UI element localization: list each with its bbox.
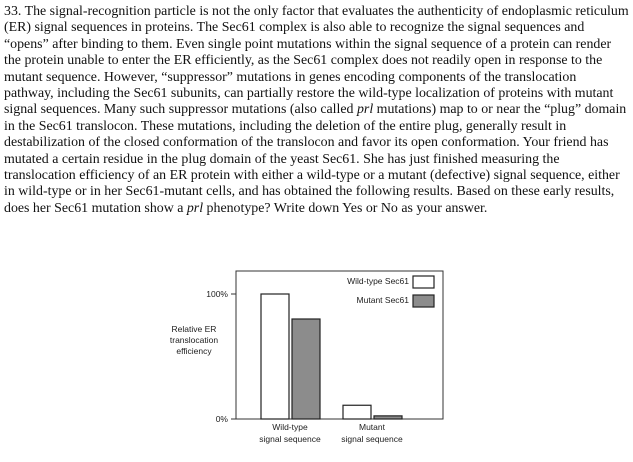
chart-container [0,268,633,457]
bar-wildtype-signal-mutant-sec61 [292,319,320,419]
question-term-prl-2: prl [186,200,204,216]
question-text [4,4,629,217]
question-part-3: phenotype? Write down Yes or No as your answer. [203,200,488,216]
x-category-label-mutant-line-1: Mutant [359,422,385,432]
x-category-label-wildtype-line-1: Wild-type [272,422,308,432]
bar-wildtype-signal-wildtype-sec61 [261,294,289,419]
y-axis-label-line-1: Relative ER [171,324,217,334]
legend-label-wildtype-sec61: Wild-type Sec61 [347,276,409,286]
bar-mutant-signal-wildtype-sec61 [343,405,371,419]
legend-swatch-wildtype-sec61 [413,276,434,288]
bar-mutant-signal-mutant-sec61 [374,416,402,419]
y-tick-label-100: 100% [206,289,228,299]
y-tick-label-0: 0% [215,414,228,424]
x-category-label-mutant-line-2: signal sequence [341,434,403,444]
y-axis-label-line-2: translocation [169,335,219,345]
legend-label-mutant-sec61: Mutant Sec61 [356,295,409,305]
legend-swatch-mutant-sec61 [413,295,434,307]
question-part-1: The signal-recognition particle is not the only factor that evaluates the authenticity of endoplasmic reticulum (ER) signal sequences in proteins. The Sec61 complex is also able to recognize the signal sequences and “opens” after binding to them. Even single point mutations within the signal sequence of a protein can render the protein unable to enter the ER efficiently, as the Sec61 complex does not readily open in response to the mutant sequence. However, “suppressor” mutations in genes encoding components of the translocation pathway, including the Sec61 subunits, can partially restore the wild-type localization of proteins with mutant signal sequences. Many such suppressor mutations (also called [4,4,629,118]
question-number: 33. [4,4,22,19]
question-term-prl-1: prl [356,102,374,118]
translocation-bar-chart [0,268,633,457]
question-part-2: mutations) map to or near the “plug” domain in the Sec61 translocon. These mutations, including the deletion of the entire plug, generally result in destabilization of the closed conformation of the translocon and favor its open conformation. Your friend has mutated a certain residue in the plug domain of the yeast Sec61. She has just finished measuring the translocation efficiency of an ER protein with either a wild-type or a mutant (defective) signal sequence, either in wild-type or in her Sec61-mutant cells, and has obtained the following results. Based on these early results, does her Sec61 mutation show a [4,102,627,216]
y-axis-label-line-3: efficiency [176,346,212,356]
x-category-label-wildtype-line-2: signal sequence [259,434,321,444]
